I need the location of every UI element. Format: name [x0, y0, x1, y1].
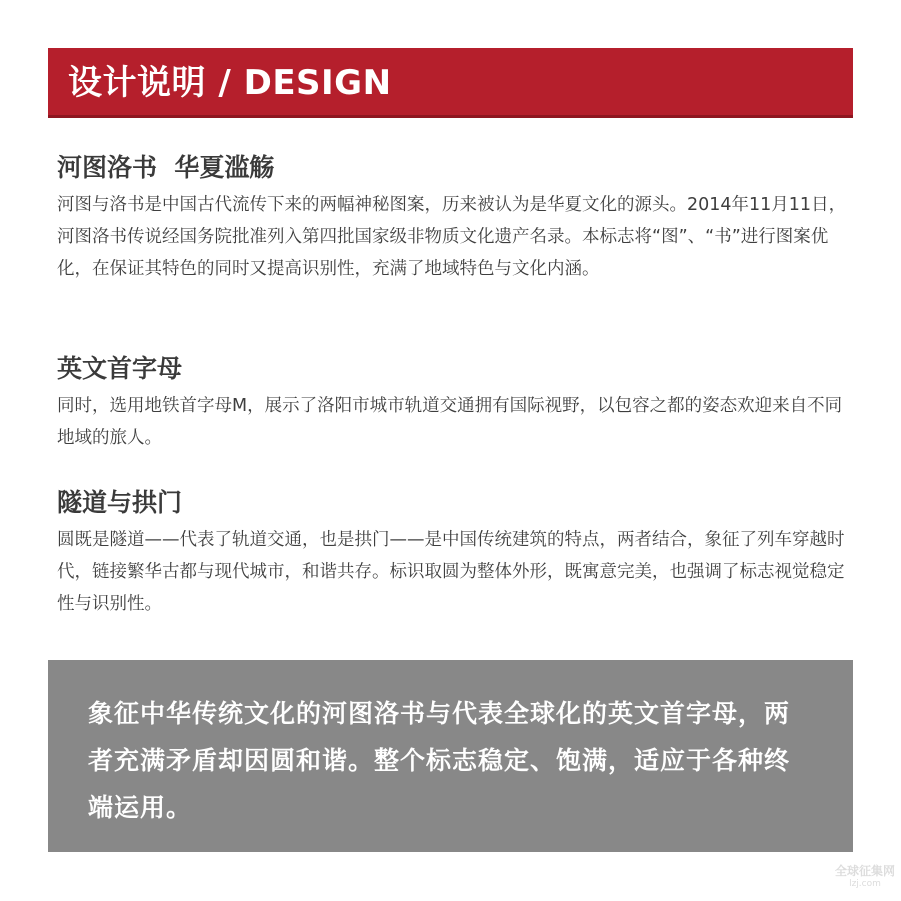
section-body [57, 189, 847, 285]
watermark-line2: lzj.com [849, 879, 881, 889]
section-paragraph: 同时，选用地铁首字母M，展示了洛阳市城市轨道交通拥有国际视野，以包容之都的姿态欢迎来自不同地域的旅人。 [57, 396, 843, 448]
section-paragraph: 圆既是隧道——代表了轨道交通，也是拱门——是中国传统建筑的特点，两者结合，象征了列车穿越时代，链接繁华古都与现代城市，和谐共存。标识取圆为整体外形，既寓意完美，也强调了标志视觉稳定性与识别性。 [57, 530, 845, 614]
summary-text: 象征中华传统文化的河图洛书与代表全球化的英文首字母，两者充满矛盾却因圆和谐。整个标志稳定、饱满，适应于各种终端运用。 [88, 699, 791, 822]
section-heading: 河图洛书 华夏滥觞 [57, 153, 275, 182]
section-heading: 隧道与拱门 [57, 488, 183, 517]
section-english-initial [57, 352, 847, 454]
section-hetu-luoshu [57, 151, 847, 285]
section-body [57, 524, 847, 620]
watermark [835, 865, 895, 891]
watermark-line1: 全球征集网 [834, 864, 895, 878]
section-heading: 英文首字母 [57, 354, 183, 383]
section-paragraph: 河图与洛书是中国古代流传下来的两幅神秘图案，历来被认为是华夏文化的源头。2014年11月11日，河图洛书传说经国务院批准列入第四批国家级非物质文化遗产名录。本标志将“图”、“书”进行图案优化，在保证其特色的同时又提高识别性，充满了地域特色与文化内涵。 [57, 195, 847, 279]
section-tunnel-arch [57, 486, 847, 620]
page-title: 设计说明 / DESIGN [68, 63, 392, 103]
section-body [57, 390, 847, 454]
summary-box [48, 660, 853, 852]
header-bar [48, 48, 853, 118]
